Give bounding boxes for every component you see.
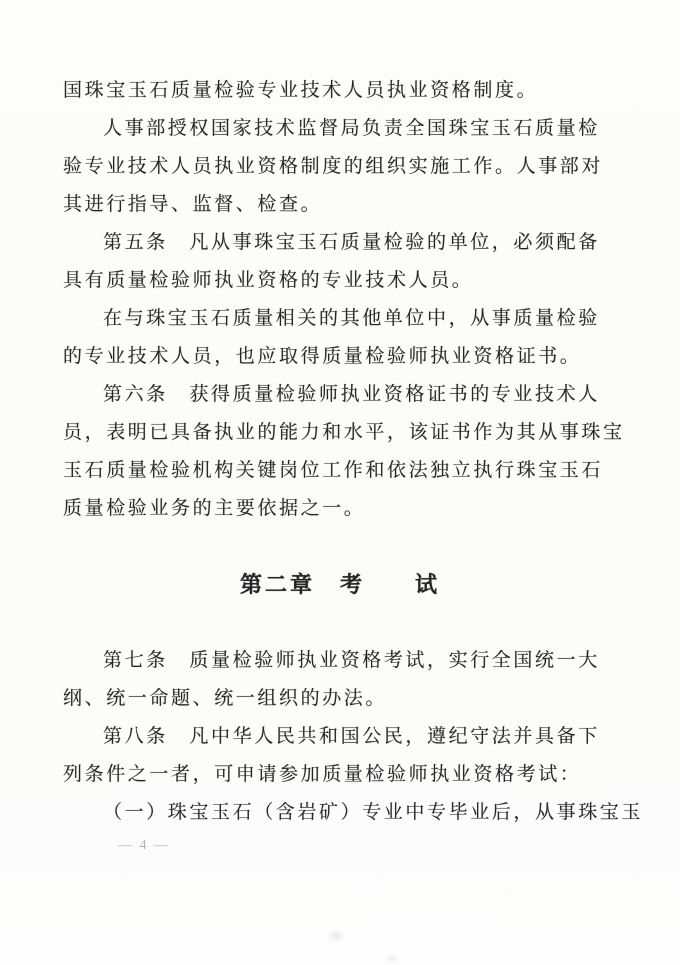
text-line: 质量检验业务的主要依据之一。 [63, 498, 366, 519]
text-line: 验专业技术人员执业资格制度的组织实施工作。人事部对 [63, 156, 604, 177]
text-line: 第六条 获得质量检验师执业资格证书的专业技术人 [103, 384, 600, 405]
text-line: 具有质量检验师执业资格的专业技术人员。 [63, 270, 474, 291]
text-line: 第八条 凡中华人民共和国公民，遵纪守法并具备下 [103, 726, 600, 747]
chapter-heading: 第二章 考 试 [239, 572, 440, 597]
text-line: 在与珠宝玉石质量相关的其他单位中，从事质量检验 [103, 308, 600, 329]
text-line: 员，表明已具备执业的能力和水平，该证书作为其从事珠宝 [63, 422, 625, 443]
text-line: 的专业技术人员，也应取得质量检验师执业资格证书。 [63, 346, 582, 367]
scan-speck [330, 932, 342, 940]
text-line: 国珠宝玉石质量检验专业技术人员执业资格制度。 [63, 80, 539, 101]
scan-speck [246, 234, 262, 240]
text-line: 其进行指导、监督、检查。 [63, 194, 323, 215]
text-line: 第七条 质量检验师执业资格考试，实行全国统一大 [103, 650, 600, 671]
text-line: （一）珠宝玉石（含岩矿）专业中专毕业后，从事珠宝玉 [103, 802, 644, 823]
page-number: — 4 — [118, 838, 170, 853]
text-line: 第五条 凡从事珠宝玉石质量检验的单位，必须配备 [103, 232, 600, 253]
text-column [0, 72, 680, 856]
text-line: 玉石质量检验机构关键岗位工作和依法独立执行珠宝玉石 [63, 460, 604, 481]
text-line: 列条件之一者，可申请参加质量检验师执业资格考试： [63, 764, 582, 785]
text-line: 纲、统一命题、统一组织的办法。 [63, 688, 388, 709]
scan-speck [388, 956, 396, 961]
scan-speck [540, 233, 554, 239]
text-line: 人事部授权国家技术监督局负责全国珠宝玉石质量检 [103, 118, 600, 139]
